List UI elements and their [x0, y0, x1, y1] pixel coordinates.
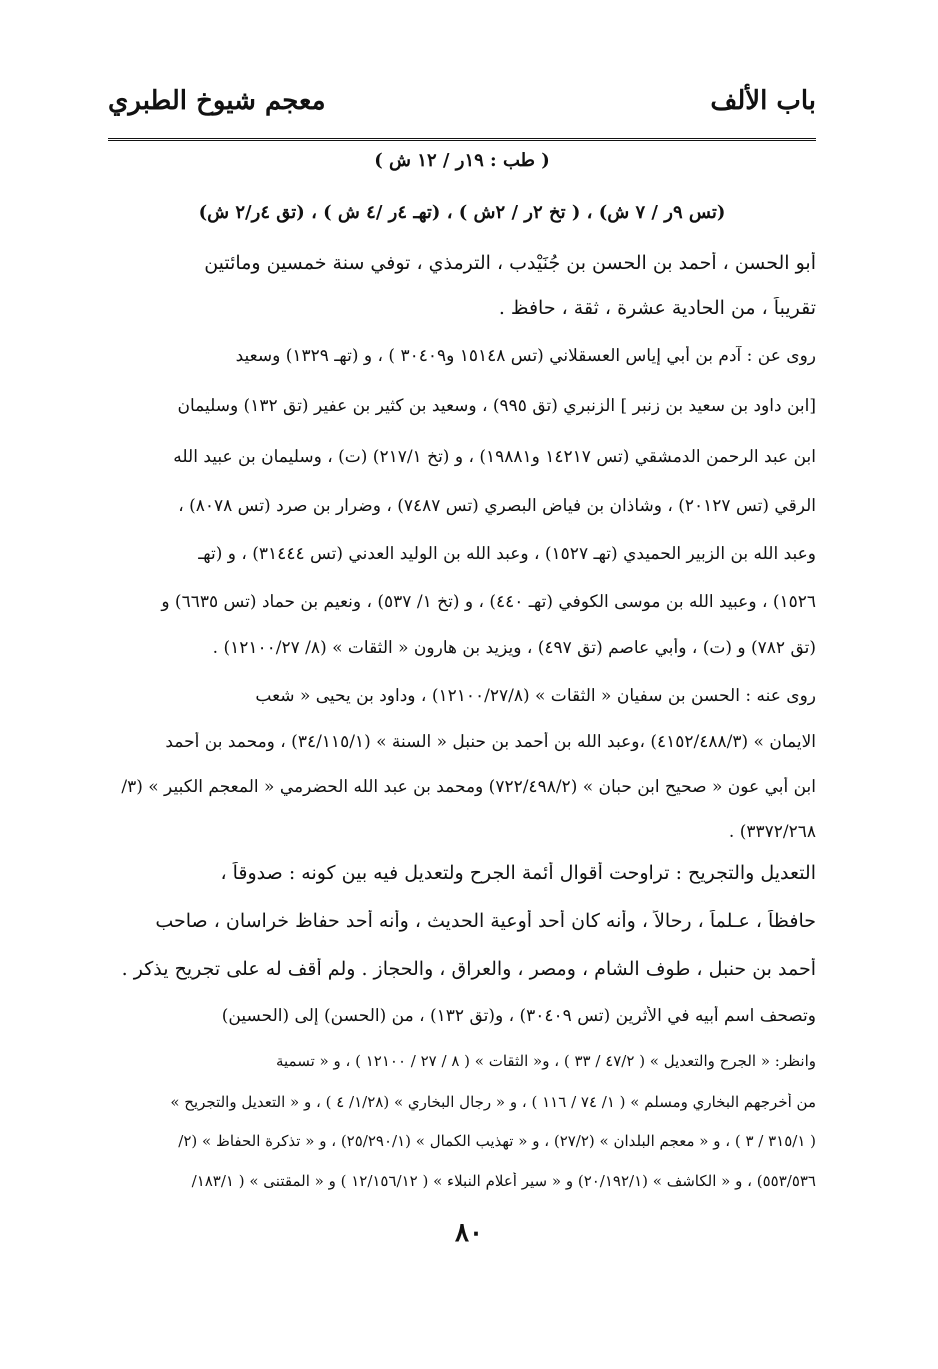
narrated-from-line-7: (تق ٧٨٢) و (ت) ، وأبي عاصم (تق ٤٩٧) ، ويزيد بن هارون « الثقات » (٨/ ١٢١٠٠/٢٧) .	[212, 638, 816, 658]
narrated-by-line-4: ٣٣٧٢/٢٦٨) .	[728, 822, 816, 842]
book-title: معجم شيوخ الطبري	[108, 86, 326, 116]
narrated-from-line-3: ابن عبد الرحمن الدمشقي (تس ١٤٢١٧ و١٩٨٨١) ، و (تخ ٢١٧/١) (ت) ، وسليمان بن عبيد الله	[173, 447, 816, 467]
entry-code-line: ( طب : ١٩ر / ١٢ ش )	[374, 150, 550, 171]
entry-body	[108, 0, 816, 1369]
narrated-by-line-1: روى عنه : الحسن بن سفيان « الثقات » (١٢١٠٠/٢٧/٨) ، وداود بن يحيى « شعب	[255, 686, 816, 706]
narrated-from-line-2: [ابن داود بن سعيد بن زنبر ] الزنبري (تق ٩٩٥) ، وسعيد بن كثير بن عفير (تق ١٣٢) وسليمان	[177, 396, 816, 416]
narrated-from-line-5: وعبد الله بن الزبير الحميدي (تهـ ١٥٢٧) ، وعبد الله بن الوليد العدني (تس ٣١٤٤٤) ، و (تهـ	[198, 544, 816, 564]
narrated-by-line-2: الايمان » (٤١٥٢/٤٨٨/٣) ،وعبد الله بن أحمد بن حنبل « السنة » (٣٤/١١٥/١) ، ومحمد بن أحمد	[165, 732, 816, 752]
narrated-from-line-1: روى عن : آدم بن أبي إياس العسقلاني (تس ١٥١٤٨ و٣٠٤٠٩ ) ، و (تهـ ١٣٢٩) وسعيد	[235, 346, 816, 366]
chapter-title: باب الألف	[710, 86, 816, 116]
references-line-2: من أخرجهم البخاري ومسلم » ( ١/ ٧٤ / ١١٦ ) ، و « رجال البخاري » (١/٢٨/ ٤ ) ، و « التعديل والتجريح »	[170, 1093, 816, 1111]
correction-note-line: وتصحف اسم أبيه في الأثرين (تس ٣٠٤٠٩) ، و(تق ١٣٢) ، من (الحسن) إلى (الحسين)	[221, 1006, 816, 1026]
entry-name-line: أبو الحسن ، أحمد بن الحسن بن جُنَيْدب ، الترمذي ، توفي سنة خمسين ومائتين	[204, 252, 816, 274]
evaluation-line-2: حافظاً ، عـلماً ، رحالاً ، وأنه كان أحد أوعية الحديث ، وأنه أحد حفاظ خراسان ، صاحب	[155, 910, 816, 932]
entry-sources-line: (تس ٩ر / ٧ ش) ، ( تخ ٢ر / ٢ش ) ، (تهـ ٤ر /٤ ش ) ، (تق ٤ر/٢ ش)	[198, 202, 726, 223]
references-line-4: ٥٥٣/٥٣٦) ، و « الكاشف » (٢٠/١٩٢/١) و « سير أعلام النبلاء » ( ١٢/١٥٦/١٢ ) و « المقتنى » ( ١٨٣/١/	[191, 1172, 816, 1190]
narrated-by-line-3: ابن أبي عون « صحيح ابن حبان » (٧٢٢/٤٩٨/٢) ومحمد بن عبد الله الحضرمي « المعجم الكبير » (٣/	[121, 777, 816, 797]
page-number: ٨٠	[455, 1218, 483, 1248]
narrated-from-line-4: الرقي (تس ٢٠١٢٧) ، وشاذان بن فياض البصري (تس ٧٤٨٧) ، وضرار بن صرد (تس ٨٠٧٨) ،	[178, 496, 816, 516]
narrated-from-line-6: ١٥٢٦) ، وعبيد الله بن موسى الكوفي (تهـ ٤٤٠) ، و (تخ ١/ ٥٣٧) ، ونعيم بن حماد (تس ٦٦٣٥) و	[161, 592, 816, 612]
evaluation-line-1: التعديل والتجريح : تراوحت أقوال أئمة الجرح ولتعديل فيه بين كونه : صدوقاً ،	[220, 862, 816, 884]
evaluation-line-3: أحمد بن حنبل ، طوف الشام ، ومصر ، والعراق ، والحجاز . ولم أقف له على تجريح يذكر .	[121, 958, 816, 980]
entry-grade-line: تقريباً ، من الحادية عشرة ، ثقة ، حافظ .	[498, 297, 816, 319]
references-line-3: ( ٣١٥/١ / ٣ ) ، و « معجم البلدان » (٢٧/٢) ، و « تهذيب الكمال » (٢٥/٢٩٠/١) ، و « تذكرة الحفاظ » (٢/	[178, 1132, 816, 1150]
references-line-1: وانظر: « الجرح والتعديل » ( ٤٧/٢ / ٣٣ ) ، و« الثقات » ( ٨ / ٢٧ / ١٢١٠٠ ) ، و « تسمية	[275, 1052, 816, 1070]
